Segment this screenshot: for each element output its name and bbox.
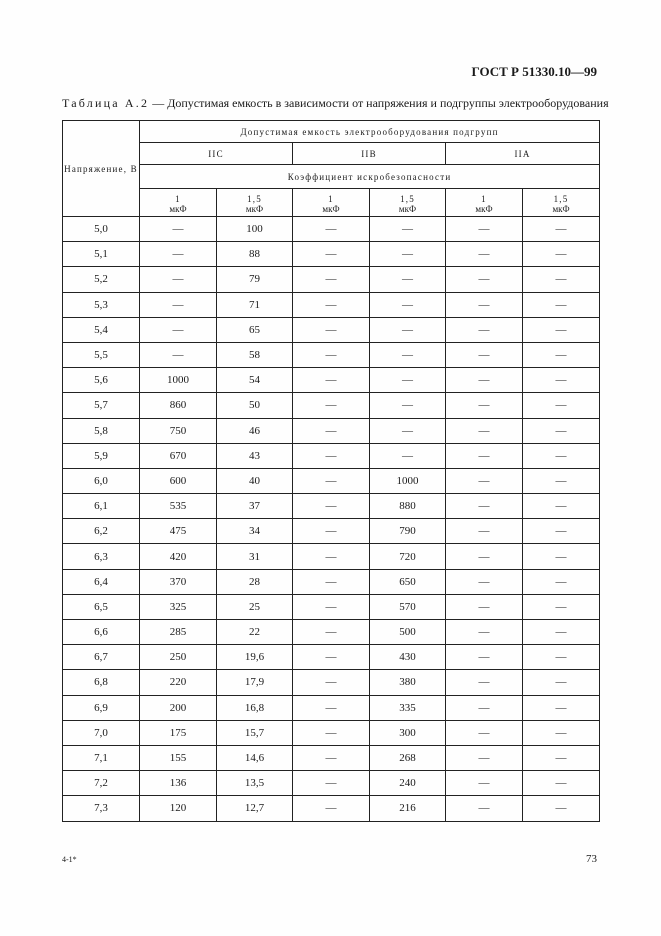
- capacitance-cell: 370: [140, 569, 217, 594]
- capacitance-cell: 600: [140, 468, 217, 493]
- capacitance-cell: 285: [140, 620, 217, 645]
- capacitance-cell: —: [446, 217, 523, 242]
- capacitance-cell: —: [446, 368, 523, 393]
- capacitance-cell: —: [293, 242, 370, 267]
- capacitance-cell: 54: [217, 368, 293, 393]
- capacitance-cell: —: [523, 771, 600, 796]
- capacitance-cell: —: [523, 468, 600, 493]
- capacitance-cell: 420: [140, 544, 217, 569]
- capacitance-cell: —: [523, 569, 600, 594]
- table-row: [63, 418, 600, 443]
- sheet-mark: 4-1*: [62, 855, 77, 864]
- voltage-cell: 7,1: [63, 745, 140, 770]
- capacitance-cell: —: [293, 418, 370, 443]
- coef-cell: 1,5: [523, 189, 600, 205]
- capacitance-cell: —: [140, 317, 217, 342]
- capacitance-cell: 220: [140, 670, 217, 695]
- capacitance-cell: 71: [217, 292, 293, 317]
- capacitance-cell: 500: [370, 620, 446, 645]
- table-row: [63, 217, 600, 242]
- capacitance-cell: 22: [217, 620, 293, 645]
- capacitance-cell: —: [293, 569, 370, 594]
- table-row: [63, 695, 600, 720]
- capacitance-cell: —: [293, 670, 370, 695]
- capacitance-cell: 750: [140, 418, 217, 443]
- voltage-cell: 5,8: [63, 418, 140, 443]
- capacitance-cell: 268: [370, 745, 446, 770]
- capacitance-cell: 1000: [140, 368, 217, 393]
- table-row: [63, 242, 600, 267]
- capacitance-cell: —: [523, 695, 600, 720]
- voltage-cell: 7,0: [63, 720, 140, 745]
- capacitance-cell: —: [370, 292, 446, 317]
- capacitance-cell: 17,9: [217, 670, 293, 695]
- capacitance-cell: 570: [370, 594, 446, 619]
- capacitance-cell: 58: [217, 342, 293, 367]
- voltage-cell: 6,8: [63, 670, 140, 695]
- table-row: [63, 317, 600, 342]
- capacitance-cell: —: [523, 720, 600, 745]
- voltage-cell: 6,3: [63, 544, 140, 569]
- unit-cell: мкФ: [140, 204, 217, 217]
- unit-cell: мкФ: [293, 204, 370, 217]
- capacitance-cell: —: [446, 745, 523, 770]
- capacitance-cell: —: [446, 771, 523, 796]
- capacitance-cell: —: [523, 217, 600, 242]
- capacitance-cell: 79: [217, 267, 293, 292]
- capacitance-cell: —: [523, 242, 600, 267]
- capacitance-cell: 43: [217, 443, 293, 468]
- capacitance-cell: —: [446, 695, 523, 720]
- capacitance-cell: 46: [217, 418, 293, 443]
- capacitance-cell: 335: [370, 695, 446, 720]
- table-row: [63, 544, 600, 569]
- capacitance-cell: 380: [370, 670, 446, 695]
- coef-cell: 1,5: [370, 189, 446, 205]
- capacitance-cell: —: [446, 645, 523, 670]
- capacitance-cell: —: [370, 267, 446, 292]
- table-row: [63, 393, 600, 418]
- voltage-cell: 6,5: [63, 594, 140, 619]
- table-body: [63, 217, 600, 822]
- table-label: Таблица А.2: [62, 96, 150, 110]
- capacitance-cell: 34: [217, 519, 293, 544]
- capacitance-cell: 37: [217, 494, 293, 519]
- capacitance-cell: —: [140, 267, 217, 292]
- capacitance-cell: —: [446, 418, 523, 443]
- capacitance-cell: —: [523, 620, 600, 645]
- voltage-cell: 5,7: [63, 393, 140, 418]
- capacitance-cell: —: [446, 519, 523, 544]
- voltage-cell: 6,7: [63, 645, 140, 670]
- capacitance-cell: —: [446, 443, 523, 468]
- voltage-cell: 6,9: [63, 695, 140, 720]
- table-row: [63, 745, 600, 770]
- coef-cell: 1: [446, 189, 523, 205]
- capacitance-cell: —: [293, 443, 370, 468]
- page-number: 73: [586, 853, 597, 865]
- table-row: [63, 620, 600, 645]
- capacitance-cell: —: [523, 292, 600, 317]
- capacitance-cell: —: [293, 796, 370, 821]
- voltage-cell: 6,6: [63, 620, 140, 645]
- table-row: [63, 292, 600, 317]
- voltage-cell: 5,0: [63, 217, 140, 242]
- capacitance-cell: —: [293, 695, 370, 720]
- table-row: [63, 645, 600, 670]
- unit-cell: мкФ: [370, 204, 446, 217]
- capacitance-cell: —: [293, 368, 370, 393]
- capacitance-cell: 430: [370, 645, 446, 670]
- capacitance-cell: 535: [140, 494, 217, 519]
- group-header: Допустимая емкость электрооборудования подгрупп: [140, 121, 600, 143]
- capacitance-cell: —: [446, 393, 523, 418]
- capacitance-cell: 136: [140, 771, 217, 796]
- capacitance-cell: —: [293, 217, 370, 242]
- capacitance-cell: 155: [140, 745, 217, 770]
- capacitance-cell: —: [523, 393, 600, 418]
- table-row: [63, 267, 600, 292]
- capacitance-cell: —: [140, 342, 217, 367]
- capacitance-cell: 88: [217, 242, 293, 267]
- capacitance-cell: —: [446, 267, 523, 292]
- voltage-cell: 5,3: [63, 292, 140, 317]
- capacitance-cell: 200: [140, 695, 217, 720]
- capacitance-cell: —: [446, 494, 523, 519]
- table-row: [63, 443, 600, 468]
- capacitance-cell: —: [293, 342, 370, 367]
- capacitance-cell: 31: [217, 544, 293, 569]
- capacitance-cell: 100: [217, 217, 293, 242]
- capacitance-cell: —: [446, 468, 523, 493]
- capacitance-cell: —: [140, 217, 217, 242]
- coef-cell: 1,5: [217, 189, 293, 205]
- capacitance-cell: —: [446, 544, 523, 569]
- capacitance-cell: —: [446, 569, 523, 594]
- table-header: [63, 121, 600, 217]
- capacitance-cell: 175: [140, 720, 217, 745]
- capacitance-cell: 240: [370, 771, 446, 796]
- subgroup-iib: IIB: [293, 143, 446, 165]
- capacitance-cell: —: [370, 342, 446, 367]
- voltage-cell: 7,3: [63, 796, 140, 821]
- capacitance-cell: 28: [217, 569, 293, 594]
- capacitance-cell: 16,8: [217, 695, 293, 720]
- capacitance-cell: —: [446, 317, 523, 342]
- voltage-header: Напряжение, В: [63, 121, 140, 217]
- unit-cell: мкФ: [523, 204, 600, 217]
- table-row: [63, 368, 600, 393]
- capacitance-cell: —: [523, 796, 600, 821]
- capacitance-cell: —: [370, 242, 446, 267]
- capacitance-cell: —: [370, 418, 446, 443]
- capacitance-cell: 880: [370, 494, 446, 519]
- voltage-cell: 7,2: [63, 771, 140, 796]
- capacitance-cell: 325: [140, 594, 217, 619]
- capacitance-cell: —: [293, 594, 370, 619]
- capacitance-cell: 19,6: [217, 645, 293, 670]
- capacitance-cell: —: [293, 494, 370, 519]
- capacitance-cell: —: [523, 267, 600, 292]
- capacitance-cell: 13,5: [217, 771, 293, 796]
- capacitance-cell: —: [523, 519, 600, 544]
- voltage-cell: 6,2: [63, 519, 140, 544]
- coef-cell: 1: [140, 189, 217, 205]
- capacitance-cell: 250: [140, 645, 217, 670]
- capacitance-cell: —: [523, 443, 600, 468]
- capacitance-cell: 14,6: [217, 745, 293, 770]
- capacitance-cell: —: [523, 342, 600, 367]
- capacitance-table: [62, 120, 600, 822]
- capacitance-cell: 50: [217, 393, 293, 418]
- capacitance-cell: —: [370, 317, 446, 342]
- capacitance-cell: —: [293, 544, 370, 569]
- voltage-cell: 5,4: [63, 317, 140, 342]
- capacitance-cell: 40: [217, 468, 293, 493]
- table-row: [63, 494, 600, 519]
- capacitance-cell: —: [293, 292, 370, 317]
- capacitance-cell: —: [293, 519, 370, 544]
- capacitance-cell: —: [523, 745, 600, 770]
- voltage-cell: 5,2: [63, 267, 140, 292]
- capacitance-cell: 120: [140, 796, 217, 821]
- capacitance-cell: —: [293, 317, 370, 342]
- capacitance-cell: —: [370, 393, 446, 418]
- voltage-cell: 5,5: [63, 342, 140, 367]
- capacitance-cell: 12,7: [217, 796, 293, 821]
- capacitance-cell: —: [293, 267, 370, 292]
- subgroup-iia: IIA: [446, 143, 600, 165]
- unit-cell: мкФ: [217, 204, 293, 217]
- capacitance-cell: 300: [370, 720, 446, 745]
- coef-cell: 1: [293, 189, 370, 205]
- capacitance-cell: 860: [140, 393, 217, 418]
- capacitance-cell: 25: [217, 594, 293, 619]
- capacitance-cell: —: [370, 443, 446, 468]
- capacitance-cell: —: [523, 317, 600, 342]
- capacitance-cell: —: [446, 670, 523, 695]
- voltage-cell: 6,1: [63, 494, 140, 519]
- subgroup-iic: IIC: [140, 143, 293, 165]
- capacitance-cell: —: [523, 544, 600, 569]
- capacitance-cell: 790: [370, 519, 446, 544]
- capacitance-cell: —: [446, 620, 523, 645]
- capacitance-cell: —: [523, 494, 600, 519]
- document-code: ГОСТ Р 51330.10—99: [471, 64, 597, 79]
- capacitance-cell: —: [523, 594, 600, 619]
- unit-cell: мкФ: [446, 204, 523, 217]
- capacitance-cell: —: [293, 720, 370, 745]
- table-title: — Допустимая емкость в зависимости от напряжения и подгруппы электрооборудования: [149, 96, 609, 110]
- table-row: [63, 771, 600, 796]
- capacitance-cell: —: [293, 468, 370, 493]
- table-caption: [62, 96, 609, 111]
- voltage-cell: 6,0: [63, 468, 140, 493]
- table-row: [63, 796, 600, 821]
- capacitance-cell: —: [370, 217, 446, 242]
- capacitance-cell: 650: [370, 569, 446, 594]
- capacitance-cell: —: [370, 368, 446, 393]
- capacitance-cell: —: [446, 796, 523, 821]
- capacitance-cell: —: [446, 594, 523, 619]
- capacitance-cell: 670: [140, 443, 217, 468]
- table-row: [63, 519, 600, 544]
- voltage-cell: 5,9: [63, 443, 140, 468]
- capacitance-cell: —: [523, 645, 600, 670]
- voltage-cell: 5,1: [63, 242, 140, 267]
- capacitance-cell: —: [446, 292, 523, 317]
- capacitance-cell: —: [140, 292, 217, 317]
- capacitance-cell: 1000: [370, 468, 446, 493]
- table-row: [63, 670, 600, 695]
- capacitance-cell: 475: [140, 519, 217, 544]
- capacitance-cell: —: [140, 242, 217, 267]
- capacitance-cell: 216: [370, 796, 446, 821]
- capacitance-cell: —: [293, 393, 370, 418]
- capacitance-cell: —: [293, 771, 370, 796]
- capacitance-cell: 15,7: [217, 720, 293, 745]
- capacitance-cell: 65: [217, 317, 293, 342]
- table-row: [63, 468, 600, 493]
- capacitance-cell: —: [446, 342, 523, 367]
- voltage-cell: 5,6: [63, 368, 140, 393]
- table-row: [63, 594, 600, 619]
- capacitance-cell: —: [293, 745, 370, 770]
- capacitance-cell: —: [446, 720, 523, 745]
- capacitance-cell: —: [523, 418, 600, 443]
- table-row: [63, 720, 600, 745]
- capacitance-cell: —: [523, 670, 600, 695]
- voltage-cell: 6,4: [63, 569, 140, 594]
- capacitance-cell: —: [523, 368, 600, 393]
- table-row: [63, 342, 600, 367]
- coef-header: Коэффициент искробезопасности: [140, 165, 600, 189]
- capacitance-cell: —: [293, 620, 370, 645]
- capacitance-cell: —: [293, 645, 370, 670]
- capacitance-cell: 720: [370, 544, 446, 569]
- capacitance-cell: —: [446, 242, 523, 267]
- table-row: [63, 569, 600, 594]
